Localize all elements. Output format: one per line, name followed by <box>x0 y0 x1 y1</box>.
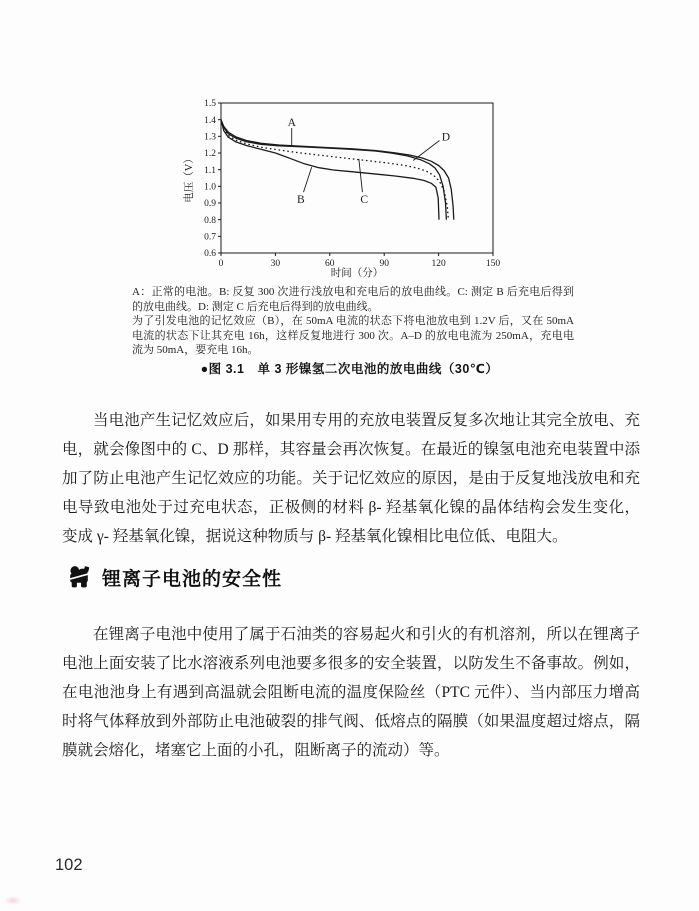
figure-title: ●图 3.1 单 3 形镍氢二次电池的放电曲线（30℃） <box>200 362 499 376</box>
y-tick-label: 1.5 <box>204 99 216 110</box>
discharge-curve-chart <box>180 95 500 285</box>
x-tick-label: 0 <box>218 259 224 269</box>
y-tick-label: 0.8 <box>204 215 216 226</box>
section-heading <box>66 564 282 591</box>
curve-B <box>221 120 439 220</box>
body-paragraph-memory-effect: 当电池产生记忆效应后，如果用专用的充放电装置反复多次地让其完全放电、充电，就会像图中的 C、D 那样，其容量会再次恢复。在最近的镍氢电池充电装置中添加了防止电池产生记忆效应的功能。关于记忆效应的原因，是由于反复地浅放电和充电导致电池处于过充电状态，正极侧的材料 β- 羟基氧化镍的晶体结构会发生变化，变成 γ- 羟基氧化镍，据说这种物质与 β- 羟基氧化镍相比电位低、电阻大。 <box>62 412 640 545</box>
curve-label-D: D <box>441 131 451 144</box>
x-tick-label: 30 <box>270 259 281 269</box>
y-tick-label: 1.3 <box>204 132 216 143</box>
y-tick-label: 1.4 <box>204 115 216 126</box>
body-paragraph-safety: 在锂离子电池中使用了属于石油类的容易起火和引火的有机溶剂，所以在锂离子电池上面安装了比水溶液系列电池要多很多的安全装置，以防发生不备事故。例如，在电池池身上有遇到高温就会阻断电流的温度保险丝（PTC 元件）、当内部压力增高时将气体释放到外部防止电池破裂的排气阀、低熔点的隔膜（如果温度超过熔点，隔膜就会熔化，堵塞它上面的小孔，阻断离子的流动）等。 <box>62 626 640 759</box>
y-tick-label: 1.2 <box>204 149 216 160</box>
y-tick-label: 0.6 <box>204 249 216 260</box>
y-tick-label: 1.1 <box>204 165 216 176</box>
curve-label-C: C <box>360 193 369 206</box>
section-bullet-icon <box>66 564 93 591</box>
curve-label-A: A <box>287 117 296 130</box>
plot-border <box>221 103 493 253</box>
chart-canvas <box>180 95 500 285</box>
y-tick-label: 1.0 <box>204 182 216 193</box>
figure-caption-line-1: A：正常的电池。B: 反复 300 次进行浅放电和充电后的放电曲线。C: 测定 B 后充电后得到的放电曲线。D: 测定 C 后充电后得到的放电曲线。 <box>132 286 574 313</box>
y-tick-label: 0.7 <box>204 232 216 243</box>
scan-smudge <box>4 896 22 905</box>
y-tick-label: 0.9 <box>204 199 216 210</box>
curve-D <box>221 120 454 220</box>
x-tick-label: 90 <box>379 259 389 269</box>
y-axis-title: 电压（V） <box>184 153 195 203</box>
figure-caption <box>132 285 574 358</box>
figure-caption-line-2: 为了引发电池的记忆效应（B），在 50mA 电流的状态下将电池放电到 1.2V 后，又在 50mA 电流的状态下让其充电 16h，这样反复地进行 300 次。A–D 的放电电流为 250mA，充电电流为 50mA，要充电 16h。 <box>132 315 574 356</box>
x-axis-title: 时间（分） <box>330 268 384 279</box>
curve-label-B: B <box>296 193 305 206</box>
x-tick-label: 150 <box>485 259 500 269</box>
page-number: 102 <box>55 856 83 874</box>
section-heading-label: 锂离子电池的安全性 <box>102 569 283 590</box>
x-tick-label: 120 <box>431 259 446 269</box>
x-tick-label: 60 <box>325 259 335 269</box>
